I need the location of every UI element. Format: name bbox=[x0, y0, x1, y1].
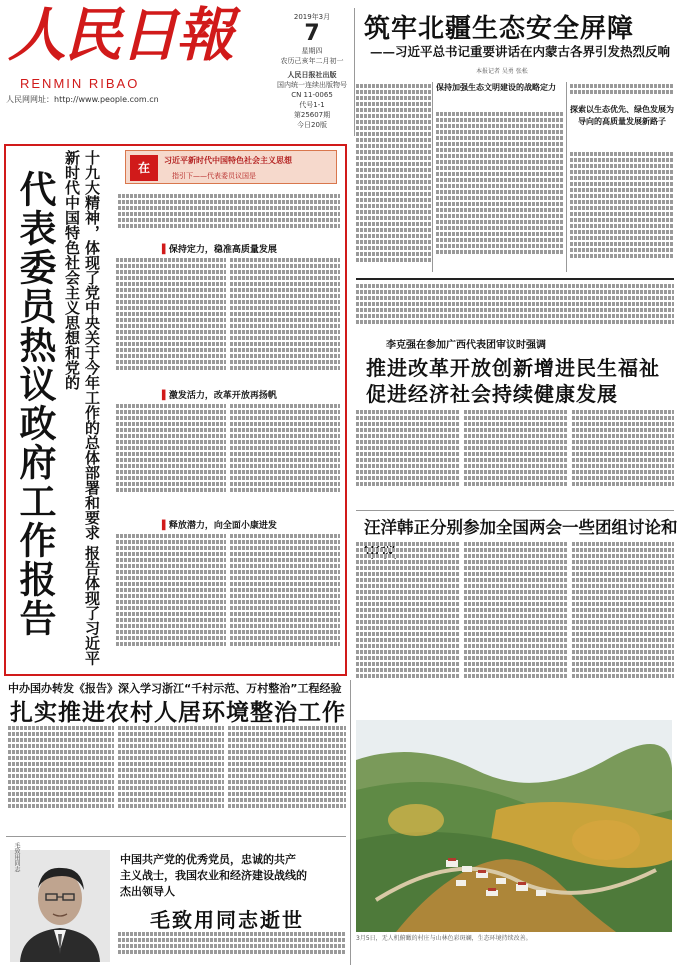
section-heading-3: ▌释放潜力，向全面小康进发 bbox=[162, 521, 277, 531]
top-subhead: ——习近平总书记重要讲话在内蒙古各界引发热烈反响 bbox=[370, 44, 671, 59]
top-subsection-1: 保持加强生态文明建设的战略定力 bbox=[436, 83, 556, 92]
masthead-logo: 人民日報 bbox=[8, 1, 233, 69]
divider bbox=[6, 836, 346, 837]
article-column bbox=[8, 724, 114, 828]
press-label: 人民日报社出版 bbox=[287, 71, 337, 79]
article-column bbox=[230, 256, 340, 386]
obituary-headline[interactable]: 毛致用同志逝世 bbox=[150, 908, 304, 932]
article-column bbox=[570, 150, 674, 272]
article-column bbox=[464, 540, 568, 708]
article-column bbox=[572, 408, 674, 504]
lead-kicker-line: 报告体现了习近平新时代中国特色社会主义思想和党的 bbox=[63, 150, 101, 666]
article-column bbox=[118, 724, 224, 828]
article-lead bbox=[118, 192, 340, 232]
zhejiang-headline[interactable]: 扎实推进农村人居环境整治工作 bbox=[10, 699, 346, 726]
top-headline[interactable]: 筑牢北疆生态安全屏障 bbox=[364, 14, 635, 44]
article-column bbox=[356, 282, 674, 332]
divider bbox=[432, 82, 433, 272]
byline: 本报记者 吴勇 张枨 bbox=[476, 68, 528, 75]
article-column bbox=[436, 110, 564, 272]
article-column bbox=[464, 408, 568, 504]
banner-line-1: 习近平新时代中国特色社会主义思想 bbox=[164, 156, 292, 165]
landscape-photo bbox=[356, 720, 672, 932]
section-heading-2: ▌激发活力，改革开放再扬帆 bbox=[162, 391, 277, 401]
obituary-kicker-line: 中国共产党的优秀党员，忠诚的共产 bbox=[120, 853, 296, 866]
date-label: 2019年3月 bbox=[293, 13, 331, 21]
datebox bbox=[270, 12, 354, 132]
date-day: 7 bbox=[304, 21, 320, 46]
lunar-date: 农历己亥年二月初一 bbox=[280, 57, 344, 65]
code-line: 国内统一连续出版物号 bbox=[277, 81, 347, 89]
code-line: 代号1-1 bbox=[299, 101, 325, 109]
section-heading-1: ▌保持定力，稳准高质量发展 bbox=[162, 245, 277, 255]
code-line: CN 11-0065 bbox=[291, 91, 333, 99]
feature-banner bbox=[125, 150, 337, 184]
divider bbox=[566, 82, 567, 272]
article-column bbox=[356, 408, 460, 504]
code-line: 第25607期 bbox=[293, 111, 331, 119]
obituary-kicker-line: 杰出领导人 bbox=[120, 885, 175, 898]
banner-zai: 在 bbox=[130, 155, 158, 181]
li-headline-1[interactable]: 推进改革开放创新增进民生福祉 bbox=[366, 356, 660, 380]
portrait-caption: 毛致用同志 bbox=[13, 842, 20, 872]
lead-title[interactable]: 代表委员热议政府工作报告 bbox=[13, 170, 57, 638]
masthead-romanized: RENMIN RIBAO bbox=[20, 76, 140, 91]
article-column bbox=[116, 402, 226, 510]
divider bbox=[356, 510, 674, 511]
article-column bbox=[356, 540, 460, 708]
top-subsection-2: 探索以生态优先、绿色发展为导向的高质量发展新路子 bbox=[570, 105, 674, 126]
divider bbox=[350, 680, 351, 965]
li-kicker: 李克强在参加广西代表团审议时强调 bbox=[386, 340, 546, 351]
divider bbox=[356, 278, 674, 280]
article-column bbox=[228, 724, 346, 828]
obituary-kicker bbox=[120, 852, 344, 900]
article-column bbox=[570, 82, 674, 100]
wang-headline[interactable]: 汪洋韩正分别参加全国两会一些团组讨论和 bbox=[364, 518, 678, 537]
article-column bbox=[230, 532, 340, 668]
photo-caption: 3月5日，无人机俯瞰的村庄与山林色彩斑斓，生态环境持续改善。 bbox=[356, 935, 532, 942]
landscape-image bbox=[356, 720, 672, 932]
portrait-image bbox=[10, 850, 110, 962]
zhejiang-kicker: 中办国办转发《报告》深入学习浙江“千村示范、万村整治”工程经验 bbox=[8, 682, 342, 695]
masthead-url[interactable]: 人民网网址：http://www.people.com.cn bbox=[6, 95, 159, 104]
divider bbox=[354, 8, 355, 136]
obituary-kicker-line: 主义战士，我国农业和经济建设战线的 bbox=[120, 869, 307, 882]
article-column bbox=[116, 256, 226, 386]
code-line: 今日20版 bbox=[297, 121, 327, 129]
article-column bbox=[118, 930, 346, 964]
article-column bbox=[572, 540, 674, 708]
weekday-label: 星期四 bbox=[301, 47, 323, 55]
article-column bbox=[230, 402, 340, 510]
lead-kicker bbox=[62, 150, 102, 670]
li-headline-2[interactable]: 促进经济社会持续健康发展 bbox=[366, 382, 618, 406]
article-column bbox=[356, 82, 431, 272]
banner-line-2: 指引下——代表委员议国是 bbox=[172, 172, 256, 180]
article-column bbox=[116, 532, 226, 668]
lead-kicker-line: 十九大精神，体现了党中央关于今年工作的总体部署和要求 bbox=[83, 150, 101, 540]
obituary-portrait bbox=[10, 850, 110, 962]
